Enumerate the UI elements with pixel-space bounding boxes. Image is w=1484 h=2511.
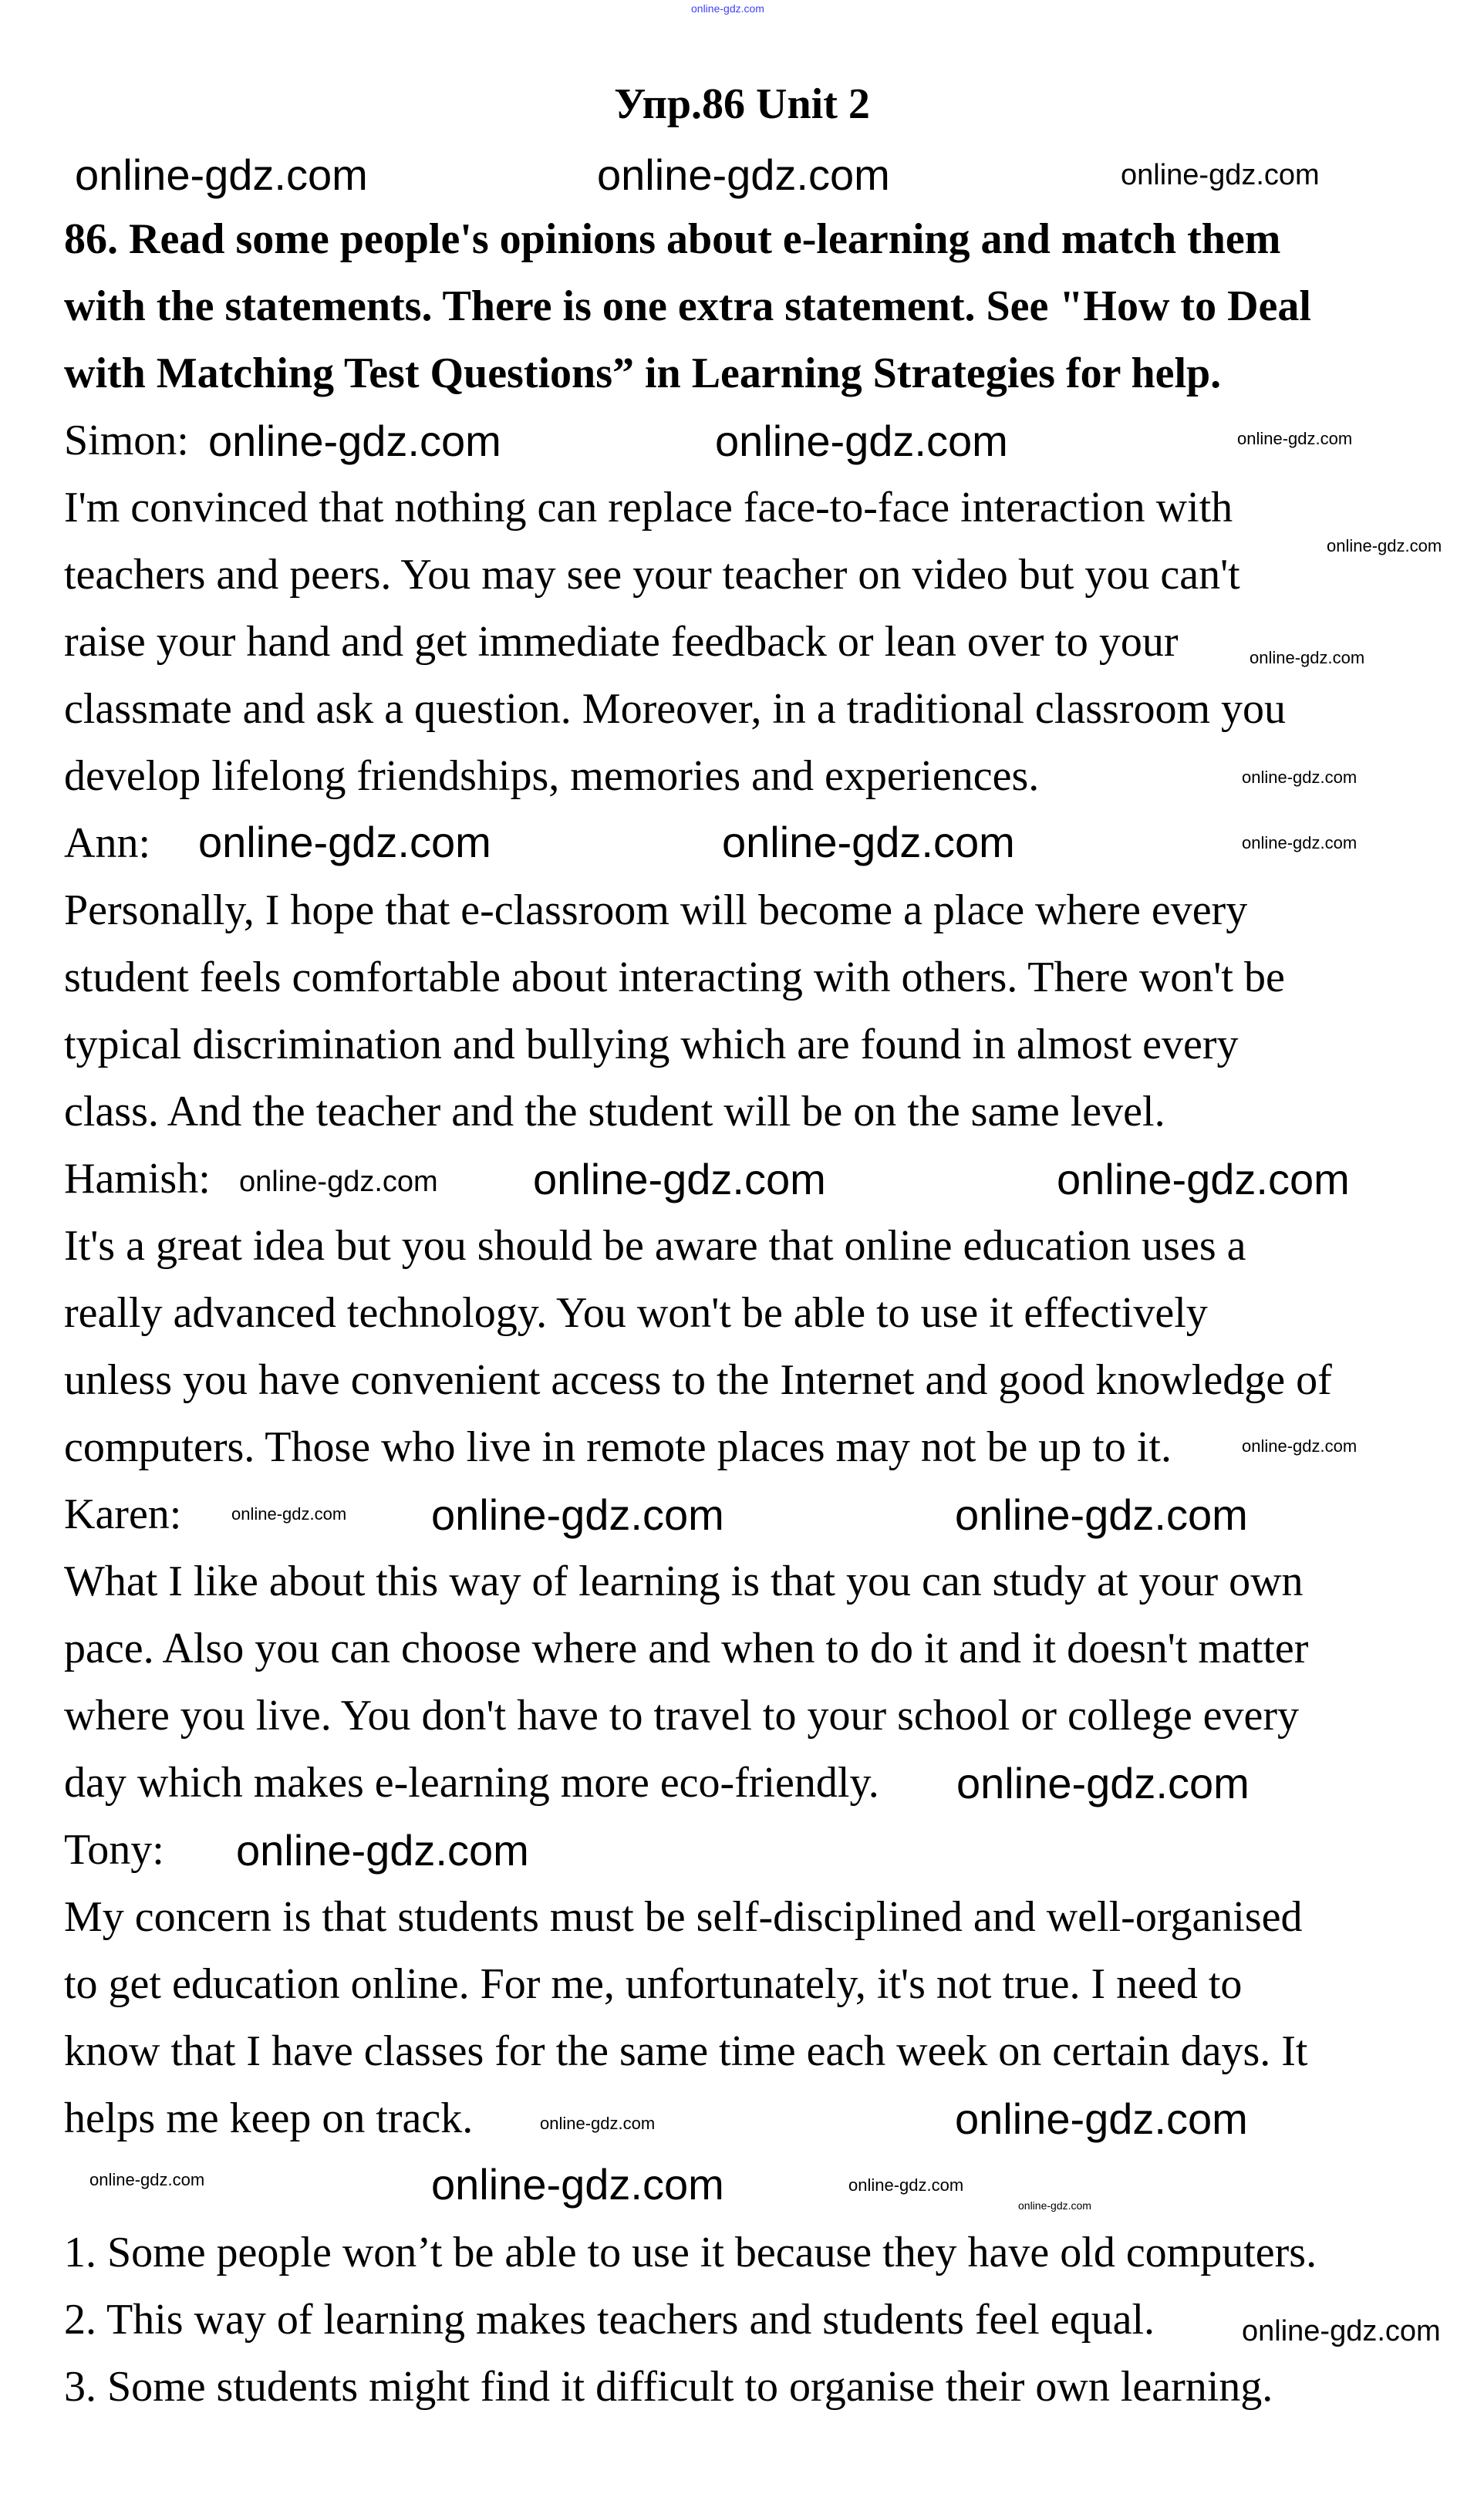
speaker-name: Ann: — [64, 819, 150, 867]
instruction-line: 86. Read some people's opinions about e-learning and match them — [64, 215, 1281, 263]
opinion-line: computers. Those who live in remote places may not be up to it. — [64, 1423, 1172, 1471]
opinion-line: class. And the teacher and the student will be on the same level. — [64, 1088, 1165, 1136]
instruction-line: with Matching Test Questions” in Learning Strategies for help. — [64, 349, 1222, 397]
speaker-name: Hamish: — [64, 1155, 211, 1203]
watermark: online-gdz.com — [1242, 833, 1358, 852]
watermark: online-gdz.com — [722, 818, 1015, 866]
opinion-line: pace. Also you can choose where and when to do it and it doesn't matter — [64, 1625, 1309, 1672]
watermark: online-gdz.com — [533, 1155, 826, 1203]
watermark: online-gdz.com — [1242, 1436, 1358, 1456]
statement-item: 2. This way of learning makes teachers and students feel equal. — [64, 2296, 1155, 2344]
opinion-line: develop lifelong friendships, memories and experiences. — [64, 752, 1040, 800]
exercise-text — [64, 206, 1332, 2421]
speaker-name: Karen: — [64, 1490, 182, 1538]
watermark: online-gdz.com — [1121, 159, 1320, 191]
opinion-line: to get education online. For me, unfortunately, it's not true. I need to — [64, 1960, 1243, 2008]
statement-item: 1. Some people won’t be able to use it because they have old computers. — [64, 2229, 1317, 2276]
watermark: online-gdz.com — [1237, 429, 1353, 448]
opinion-line: classmate and ask a question. Moreover, in a traditional classroom you — [64, 685, 1286, 733]
opinion-line: really advanced technology. You won't be able to use it effectively — [64, 1289, 1208, 1337]
watermark: online-gdz.com — [955, 1490, 1248, 1539]
watermark: online-gdz.com — [691, 2, 764, 15]
watermark: online-gdz.com — [1242, 768, 1358, 787]
watermark: online-gdz.com — [1250, 648, 1365, 667]
page-title: Упр.86 Unit 2 — [614, 80, 870, 128]
watermark: online-gdz.com — [198, 818, 491, 866]
watermark: online-gdz.com — [236, 1826, 529, 1875]
opinion-line: My concern is that students must be self-disciplined and well-organised — [64, 1893, 1303, 1941]
watermark: online-gdz.com — [1242, 2315, 1441, 2347]
statement-item: 3. Some students might find it difficult to organise their own learning. — [64, 2363, 1273, 2411]
opinion-line: What I like about this way of learning is that you can study at your own — [64, 1558, 1304, 1605]
opinion-line: know that I have classes for the same time each week on certain days. It — [64, 2027, 1308, 2075]
opinion-line: helps me keep on track. — [64, 2094, 474, 2142]
watermark: online-gdz.com — [75, 150, 368, 199]
watermark: online-gdz.com — [231, 1504, 347, 1524]
speaker-name: Simon: — [64, 417, 189, 464]
watermark: online-gdz.com — [1018, 2199, 1091, 2212]
speaker-name: Tony: — [64, 1826, 164, 1874]
opinion-line: I'm convinced that nothing can replace face-to-face interaction with — [64, 484, 1233, 532]
opinion-line: It's a great idea but you should be aware that online education uses a — [64, 1222, 1246, 1270]
watermark: online-gdz.com — [955, 2094, 1248, 2143]
watermark: online-gdz.com — [431, 1490, 724, 1539]
opinion-line: raise your hand and get immediate feedback or lean over to your — [64, 618, 1179, 666]
watermark: online-gdz.com — [431, 2160, 724, 2209]
opinion-line: where you live. You don't have to travel to your school or college every — [64, 1692, 1300, 1740]
opinion-line: teachers and peers. You may see your teacher on video but you can't — [64, 551, 1240, 599]
instruction-line: with the statements. There is one extra statement. See "How to Deal — [64, 282, 1311, 330]
watermark: online-gdz.com — [597, 150, 890, 199]
watermark: online-gdz.com — [956, 1759, 1250, 1807]
opinion-line: typical discrimination and bullying which are found in almost every — [64, 1021, 1239, 1068]
opinion-line: day which makes e-learning more eco-friendly. — [64, 1759, 879, 1807]
opinion-line: student feels comfortable about interacting with others. There won't be — [64, 953, 1285, 1001]
watermark: online-gdz.com — [540, 2114, 656, 2133]
watermark: online-gdz.com — [239, 1166, 438, 1198]
opinion-line: unless you have convenient access to the Internet and good knowledge of — [64, 1356, 1332, 1404]
watermark: online-gdz.com — [89, 2170, 205, 2189]
watermark: online-gdz.com — [715, 417, 1008, 465]
opinion-line: Personally, I hope that e-classroom will become a place where every — [64, 886, 1248, 934]
watermark: online-gdz.com — [208, 417, 501, 465]
watermark: online-gdz.com — [1057, 1155, 1350, 1203]
watermark: online-gdz.com — [848, 2175, 964, 2195]
watermark: online-gdz.com — [1327, 536, 1442, 555]
